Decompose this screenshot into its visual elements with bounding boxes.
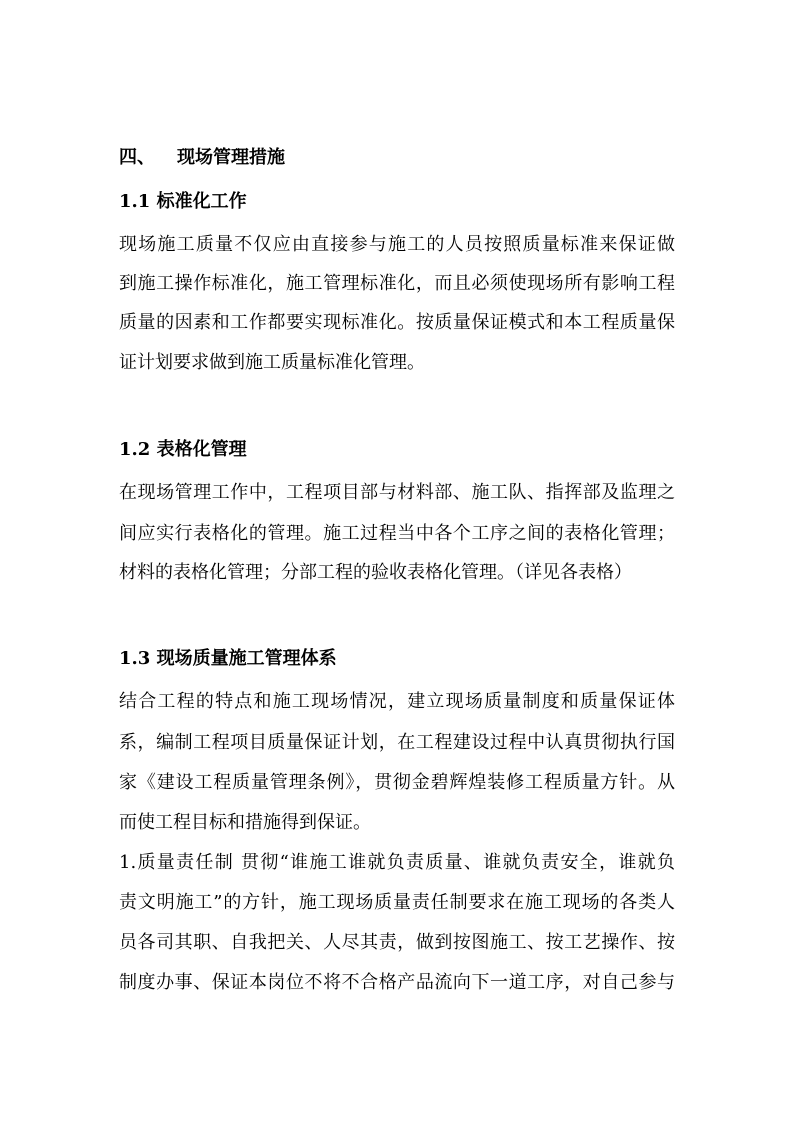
paragraph-line: 到施工操作标准化，施工管理标准化，而且必须使现场所有影响工程 bbox=[119, 273, 675, 294]
subsection-heading-1-3: 1.3 现场质量施工管理体系 bbox=[119, 648, 337, 669]
paragraph-line: 员各司其职、自我把关、人尽其责，做到按图施工、按工艺操作、按 bbox=[119, 932, 675, 953]
paragraph-line: 现场施工质量不仅应由直接参与施工的人员按照质量标准来保证做 bbox=[119, 234, 675, 255]
paragraph-line: 证计划要求做到施工质量标准化管理。 bbox=[119, 352, 425, 373]
section-title: 现场管理措施 bbox=[177, 147, 285, 168]
paragraph-line: 而使工程目标和措施得到保证。 bbox=[119, 812, 371, 833]
paragraph-line: 系，编制工程项目质量保证计划，在工程建设过程中认真贯彻执行国 bbox=[119, 732, 675, 753]
paragraph-line: 材料的表格化管理；分部工程的验收表格化管理。（详见各表格） bbox=[119, 562, 632, 583]
paragraph-line: 在现场管理工作中，工程项目部与材料部、施工队、指挥部及监理之 bbox=[119, 482, 675, 503]
paragraph-line: 责文明施工”的方针，施工现场质量责任制要求在施工现场的各类人 bbox=[119, 892, 675, 913]
paragraph-line: 结合工程的特点和施工现场情况，建立现场质量制度和质量保证体 bbox=[119, 691, 675, 712]
subsection-heading-1-1: 1.1 标准化工作 bbox=[119, 191, 247, 212]
section-number: 四、 bbox=[119, 147, 155, 168]
paragraph-line: 1.质量责任制 贯彻“谁施工谁就负责质量、谁就负责安全，谁就负 bbox=[119, 852, 675, 873]
subsection-heading-1-2: 1.2 表格化管理 bbox=[119, 439, 247, 460]
paragraph-line: 间应实行表格化的管理。施工过程当中各个工序之间的表格化管理； bbox=[119, 523, 675, 544]
section-heading bbox=[119, 146, 285, 170]
paragraph-line: 制度办事、保证本岗位不将不合格产品流向下一道工序，对自己参与 bbox=[119, 972, 675, 993]
paragraph-line: 质量的因素和工作都要实现标准化。按质量保证模式和本工程质量保 bbox=[119, 312, 675, 333]
paragraph-line: 家《建设工程质量管理条例》，贯彻金碧辉煌装修工程质量方针。从 bbox=[119, 772, 675, 793]
